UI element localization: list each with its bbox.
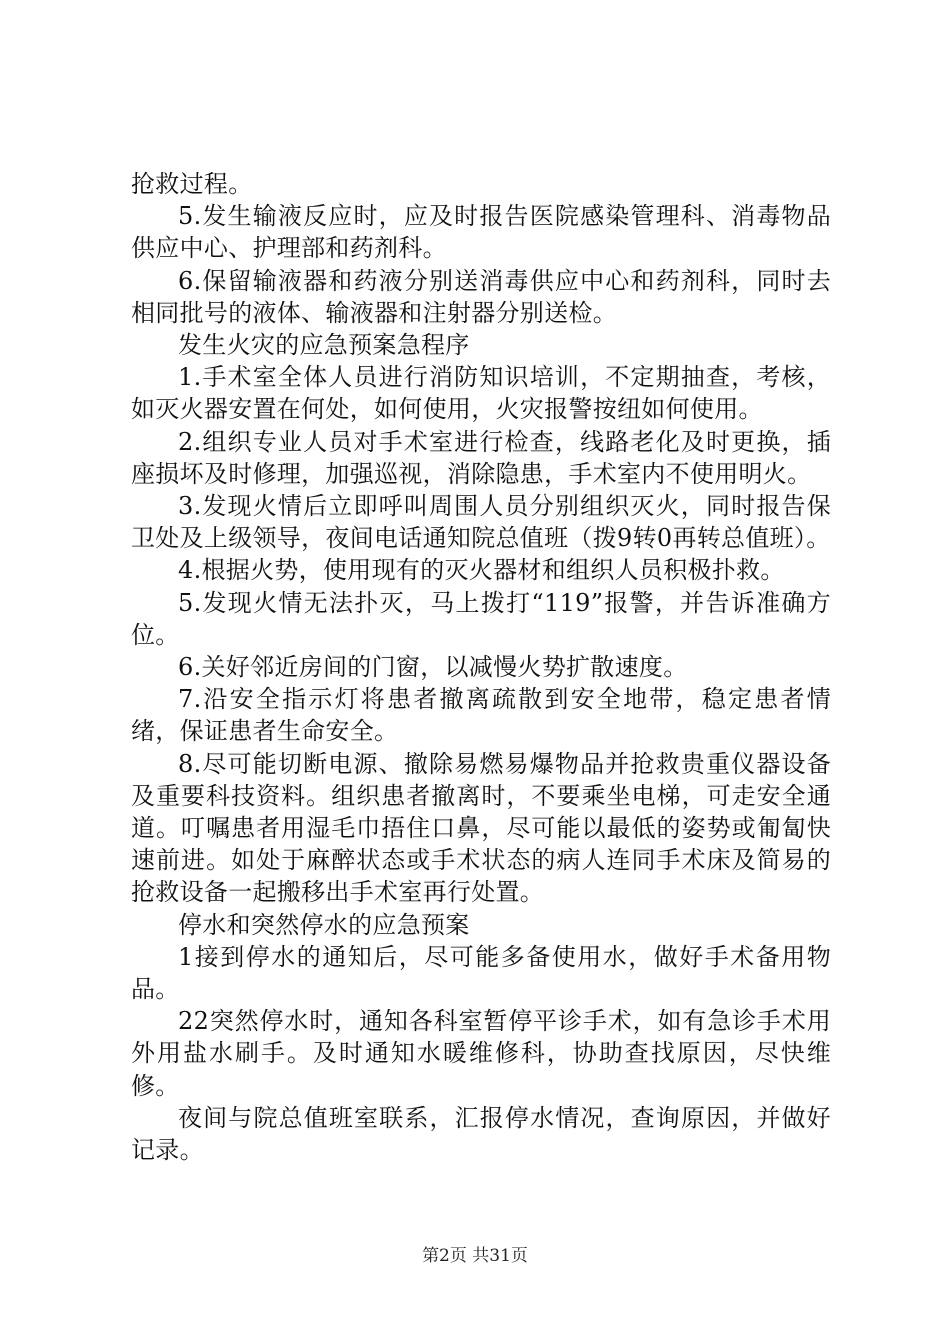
paragraph: 4.根据火势，使用现有的灭火器材和组织人员积极扑救。	[178, 556, 785, 585]
paragraph: 7.沿安全指示灯将患者撤离疏散到安全地带，稳定患者情绪，保证患者生命安全。	[131, 685, 831, 746]
paragraph: 抢救过程。	[131, 170, 253, 198]
page-number-footer: 第2页 共31页	[422, 1246, 528, 1266]
paragraph: 22突然停水时，通知各科室暂停平诊手术，如有急诊手术用外用盐水刷手。及时通知水暖维修科，协助查找原因，尽快维修。	[131, 1007, 831, 1100]
paragraph: 1接到停水的通知后，尽可能多备使用水，做好手术备用物品。	[131, 942, 831, 1004]
paragraph: 夜间与院总值班室联系，汇报停水情况，查询原因，并做好记录。	[131, 1103, 831, 1165]
document-body	[131, 168, 831, 1166]
paragraph: 8.尽可能切断电源、撤除易燃易爆物品并抢救贵重仪器设备及重要科技资料。组织患者撤离时，不要乘坐电梯，可走安全通道。叮嘱患者用湿毛巾捂住口鼻，尽可能以最低的姿势或匍匐快速前进。如处于麻醉状态或手术状态的病人连同手术床及简易的抢救设备一起搬移出手术室再行处置。	[131, 749, 831, 907]
paragraph: 6.关好邻近房间的门窗，以减慢火势扩散速度。	[178, 653, 688, 682]
paragraph: 5.发生输液反应时，应及时报告医院感染管理科、消毒物品供应中心、护理部和药剂科。	[131, 202, 831, 263]
paragraph: 1.手术室全体人员进行消防知识培训，不定期抽查，考核，如灭火器安置在何处，如何使用，火灾报警按纽如何使用。	[131, 363, 831, 424]
paragraph: 5.发现火情无法扑灭，马上拨打“119”报警，并告诉准确方位。	[131, 588, 831, 649]
section-heading: 停水和突然停水的应急预案	[178, 910, 470, 939]
section-heading: 发生火灾的应急预案急程序	[178, 331, 470, 360]
paragraph: 3.发现火情后立即呼叫周围人员分别组织灭火，同时报告保卫处及上级领导，夜间电话通知院总值班（拨9转0再转总值班）。	[131, 492, 831, 553]
paragraph: 6.保留输液器和药液分别送消毒供应中心和药剂科，同时去相同批号的液体、输液器和注射器分别送检。	[131, 266, 831, 327]
paragraph: 2.组织专业人员对手术室进行检查，线路老化及时更换，插座损坏及时修理，加强巡视，消除隐患，手术室内不使用明火。	[131, 427, 831, 488]
